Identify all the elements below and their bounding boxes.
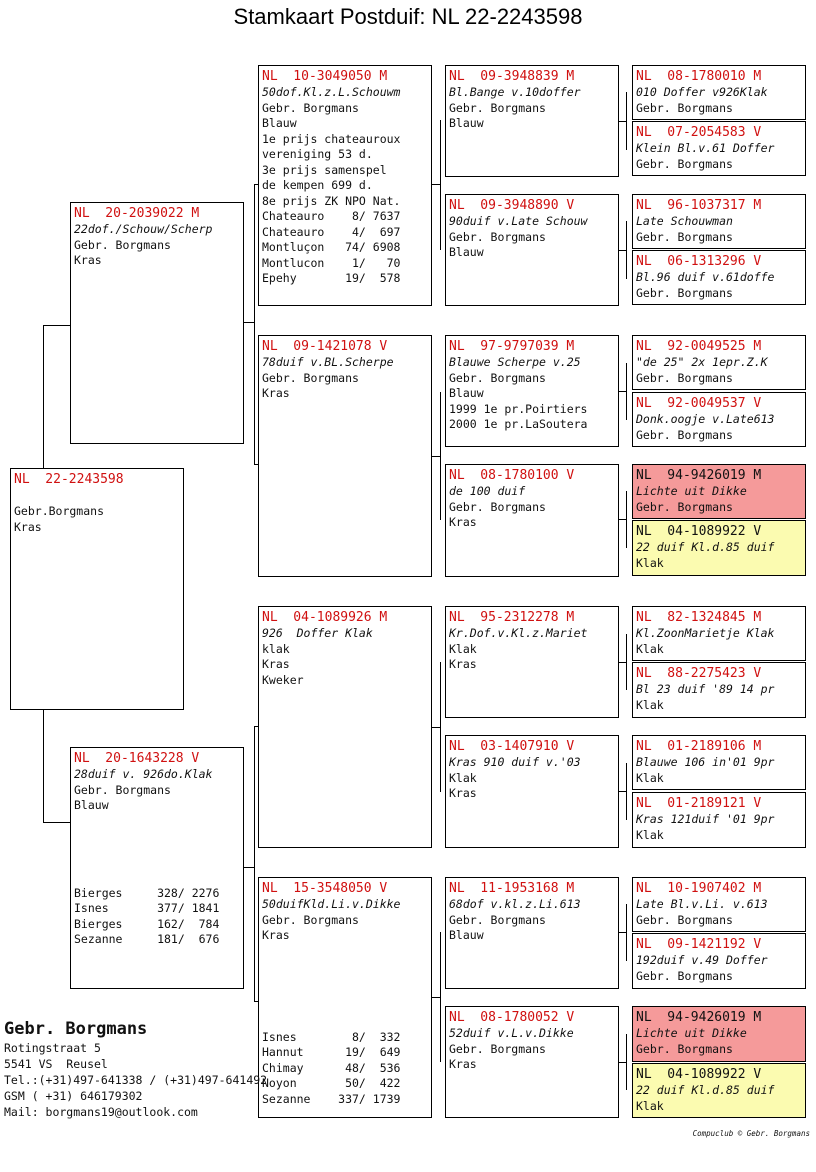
pigeon-card-g4 [632,933,806,989]
info-line: Blauw [262,116,297,130]
pigeon-name: 50dof.Kl.z.L.Schouwm [262,85,401,99]
owner-phone: Tel.:(+31)497-641338 / (+31)497-641492 [4,1073,268,1087]
pigeon-card-g4-highlight [632,464,806,519]
connector [43,709,44,823]
info-line: vereniging 53 d. [262,147,373,161]
ring-number: NL 88-2275423 V [636,666,762,681]
ring-number: NL 20-1643228 V [74,751,200,766]
ring-number: NL 07-2054583 V [636,125,762,140]
pigeon-card-g4 [632,250,806,305]
ring-number: NL 04-1089926 M [262,610,388,625]
pigeon-card-g4 [632,65,806,120]
info-line: Kras [74,253,102,267]
pigeon-name: Lichte uit Dikke [636,484,747,498]
info-line: Gebr. Borgmans [449,499,546,514]
pigeon-name: 926 Doffer Klak [262,626,373,640]
info-line: Gebr. Borgmans [636,285,733,300]
pigeon-name: 192duif v.49 Doffer [636,953,768,967]
connector [440,120,441,250]
ring-number: NL 04-1089922 V [636,524,762,539]
connector [243,322,255,323]
info-line: Kras [449,657,477,671]
connector [254,184,255,464]
pigeon-name: 010 Doffer v926Klak [636,85,768,99]
connector [619,1062,627,1063]
ring-number: NL 09-1421192 V [636,937,762,952]
ring-number: NL 22-2243598 [14,472,124,487]
info-line: Gebr. Borgmans [449,100,546,115]
pigeon-card-g4 [632,662,806,718]
info-line: 2000 1e pr.LaSoutera [449,417,588,431]
info-line: Gebr. Borgmans [636,156,733,171]
info-line: de kempen 699 d. [262,178,373,192]
pigeon-card-g3 [445,735,619,848]
info-line: klak [262,641,290,656]
owner-street: Rotingstraat 5 [4,1041,101,1055]
pigeon-name: 90duif v.Late Schouw [449,214,588,228]
info-line: Kras [449,1057,477,1071]
ring-number: NL 97-9797039 M [449,339,575,354]
info-line: Klak [636,697,664,712]
result-line: Noyon 50/ 422 [262,1076,401,1090]
pigeon-name: Late Bl.v.Li. v.613 [636,897,768,911]
info-line: Gebr. Borgmans [449,912,546,927]
ring-number: NL 95-2312278 M [449,610,575,625]
info-line: Blauw [449,928,484,942]
info-line: Gebr. Borgmans [262,370,359,385]
ring-number: NL 09-3948890 V [449,198,575,213]
pigeon-name: Bl.96 duif v.61doffe [636,270,775,284]
color-line: Kras [14,519,42,534]
ring-number: NL 06-1313296 V [636,254,762,269]
pigeon-name: Lichte uit Dikke [636,1026,747,1040]
ring-number: NL 08-1780010 M [636,69,762,84]
owner-mail: Mail: borgmans19@outlook.com [4,1105,198,1119]
info-line: Gebr. Borgmans [636,499,733,514]
connector [431,727,441,728]
connector [619,391,627,392]
ring-number: NL 08-1780100 V [449,468,575,483]
pigeon-card-g4-highlight [632,1006,806,1062]
pigeon-card-dam [70,747,244,989]
ring-number: NL 04-1089922 V [636,1067,762,1082]
pigeon-card-g3 [445,877,619,989]
pigeon-card-g3 [445,194,619,306]
connector [619,662,627,663]
info-line: Klak [449,770,477,785]
result-line: Sezanne 181/ 676 [74,932,220,946]
info-line: Blauw [449,116,484,130]
pigeon-name: "de 25" 2x 1epr.Z.K [636,355,768,369]
connector [619,250,627,251]
info-line: Kras [262,657,290,671]
info-line: Gebr. Borgmans [262,912,359,927]
pigeon-name: 78duif v.BL.Scherpe [262,355,394,369]
connector [254,726,255,1002]
pigeon-name: Donk.oogje v.Late613 [636,412,775,426]
info-line: Gebr. Borgmans [449,370,546,385]
pigeon-name: de 100 duif [449,484,526,498]
info-line: Gebr. Borgmans [636,229,733,244]
info-line: Kweker [262,672,304,687]
ring-number: NL 92-0049537 V [636,396,762,411]
pigeon-name: 50duifKld.Li.v.Dikke [262,897,401,911]
owner-line: Gebr.Borgmans [14,504,105,518]
ring-number: NL 94-9426019 M [636,468,762,483]
pigeon-name: 28duif v. 926do.Klak [74,767,213,781]
pigeon-card-g3 [445,1006,619,1118]
ring-number: NL 94-9426019 M [636,1010,762,1025]
owner-gsm: GSM ( +31) 646179302 [4,1089,143,1103]
pigeon-card-subject [10,468,184,710]
credit-footer: Compuclub © Gebr. Borgmans [692,1129,810,1138]
info-line: 3e prijs samenspel [262,162,387,177]
ring-number: NL 10-1907402 M [636,881,762,896]
info-line: Gebr. Borgmans [636,370,733,385]
pigeon-name: 22 duif Kl.d.85 duif [636,1083,775,1097]
pigeon-card-g3 [445,464,619,577]
page-title: Stamkaart Postduif: NL 22-2243598 [233,4,583,29]
pigeon-card-g4 [632,877,806,932]
pigeon-card-dd [258,877,432,1118]
info-line: Gebr. Borgmans [636,427,733,442]
info-line: Kras [449,515,477,529]
info-line: Blauw [74,798,109,812]
ring-number: NL 10-3049050 M [262,69,388,84]
ring-number: NL 11-1953168 M [449,881,575,896]
info-line: Gebr. Borgmans [449,229,546,244]
info-line: Gebr. Borgmans [636,1041,733,1056]
ring-number: NL 82-1324845 M [636,610,762,625]
pigeon-name: Bl.Bange v.10doffer [449,85,581,99]
pigeon-name: Kl.ZoonMarietje Klak [636,626,775,640]
ring-number: NL 92-0049525 M [636,339,762,354]
result-line: Isnes 377/ 1841 [74,901,220,915]
pigeon-name: Bl 23 duif '89 14 pr [636,682,775,696]
pigeon-card-g3 [445,606,619,718]
info-line: Klak [636,770,664,785]
pigeon-card-ds [258,606,432,848]
result-line: Chimay 48/ 536 [262,1060,401,1075]
connector [619,121,627,122]
owner-contact [4,1018,267,1120]
ring-number: NL 08-1780052 V [449,1010,575,1025]
connector [619,519,627,520]
info-line: Gebr. Borgmans [262,100,359,115]
pigeon-card-g4-highlight [632,520,806,576]
pigeon-name: Kras 910 duif v.'03 [449,755,581,769]
pigeon-name: Klein Bl.v.61 Doffer [636,141,775,155]
result-line: Isnes 8/ 332 [262,1029,401,1044]
result-line: Chateauro 8/ 7637 [262,209,401,223]
result-line: Epehy 19/ 578 [262,271,401,285]
connector [43,325,44,469]
pigeon-card-g4 [632,335,806,390]
result-line: Chateauro 4/ 697 [262,224,401,239]
connector [43,325,71,326]
connector [619,791,627,792]
info-line: Kras [262,928,290,942]
info-line: Gebr. Borgmans [449,1041,546,1056]
ring-number: NL 96-1037317 M [636,198,762,213]
info-line: Blauw [449,245,484,259]
pigeon-card-ss [258,65,432,306]
pigeon-name: 52duif v.L.v.Dikke [449,1026,574,1040]
pigeon-card-g4 [632,194,806,249]
info-line: Kras [262,386,290,400]
ring-number: NL 03-1407910 V [449,739,575,754]
info-line: Klak [636,555,664,570]
pigeon-card-sd [258,335,432,577]
info-line: Gebr. Borgmans [74,782,171,797]
info-line: Gebr. Borgmans [74,237,171,252]
pigeon-card-g4 [632,735,806,790]
connector [619,932,627,933]
pigeon-name: 22dof./Schouw/Scherp [74,222,213,236]
info-line: Gebr. Borgmans [636,100,733,115]
pigeon-name: 68dof v.kl.z.Li.613 [449,897,581,911]
pigeon-card-sire [70,202,244,444]
result-line: Hannut 19/ 649 [262,1045,401,1059]
pigeon-card-g3 [445,335,619,447]
ring-number: NL 15-3548050 V [262,881,388,896]
result-line: Sezanne 337/ 1739 [262,1091,401,1106]
result-line: Bierges 162/ 784 [74,916,220,931]
info-line: Blauw [449,386,484,400]
info-line: 1e prijs chateauroux [262,131,401,146]
pigeon-card-g3 [445,65,619,177]
pigeon-card-g4 [632,792,806,848]
ring-number: NL 09-3948839 M [449,69,575,84]
pigeon-name: Blauwe Scherpe v.25 [449,355,581,369]
pigeon-card-g4 [632,392,806,447]
result-line: Montluçon 74/ 6908 [262,240,401,254]
connector [243,867,255,868]
pigeon-name: Kras 121duif '01 9pr [636,812,775,826]
info-line: Klak [636,641,664,656]
connector [43,822,71,823]
connector [431,184,441,185]
info-line: Kras [449,786,477,800]
ring-number: NL 01-2189121 V [636,796,762,811]
result-line: Montlucon 1/ 70 [262,255,401,270]
owner-city: 5541 VS Reusel [4,1057,108,1071]
ring-number: NL 01-2189106 M [636,739,762,754]
info-line: Gebr. Borgmans [636,968,733,983]
ring-number: NL 20-2039022 M [74,206,200,221]
ring-number: NL 09-1421078 V [262,339,388,354]
connector [431,456,441,457]
info-line: Klak [636,827,664,842]
pigeon-name: Blauwe 106 in'01 9pr [636,755,775,769]
pigeon-name: Late Schouwman [636,214,733,228]
pigeon-name: Kr.Dof.v.Kl.z.Mariet [449,626,588,640]
connector [431,997,441,998]
result-line: Bierges 328/ 2276 [74,885,220,900]
pigeon-card-g4 [632,606,806,661]
owner-name: Gebr. Borgmans [4,1019,148,1039]
pigeon-card-g4-highlight [632,1063,806,1118]
info-line: 8e prijs ZK NPO Nat. [262,193,401,208]
pigeon-name: 22 duif Kl.d.85 duif [636,540,775,554]
info-line: Gebr. Borgmans [636,912,733,927]
info-line: Klak [636,1098,664,1113]
info-line: 1999 1e pr.Poirtiers [449,401,588,416]
pigeon-card-g4 [632,121,806,176]
info-line: Klak [449,641,477,656]
